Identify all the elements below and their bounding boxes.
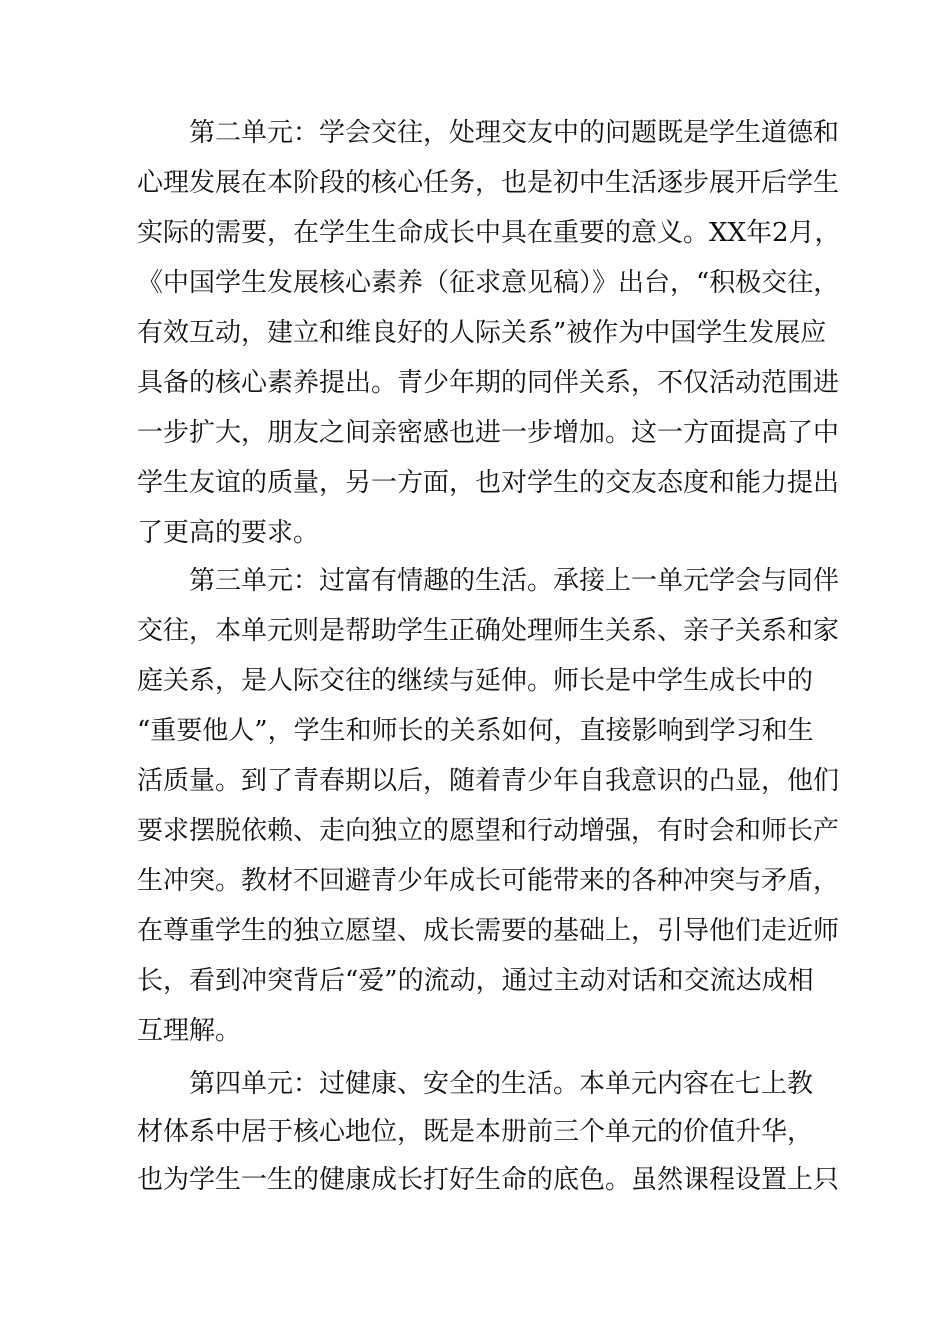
text-line: 交往，本单元则是帮助学生正确处理师生关系、亲子关系和家 <box>137 616 840 646</box>
text-line: 有效互动，建立和维良好的人际关系”被作为中国学生发展应 <box>137 318 827 348</box>
text-line: 第三单元：过富有情趣的生活。承接上一单元学会与同伴 <box>189 566 840 596</box>
text-line: 心理发展在本阶段的核心任务，也是初中生活逐步展开后学生 <box>137 168 840 198</box>
text-line: 《中国学生发展核心素养（征求意见稿）》出台，“积极交往， <box>137 268 840 298</box>
text-line: 学生友谊的质量，另一方面，也对学生的交友态度和能力提出 <box>137 468 840 498</box>
text-line: 了更高的要求。 <box>137 518 320 548</box>
text-line: 材体系中居于核心地位，既是本册前三个单元的价值升华， <box>137 1117 814 1147</box>
text-line: 互理解。 <box>137 1016 242 1046</box>
text-line: 生冲突。教材不回避青少年成长可能带来的各种冲突与矛盾， <box>137 866 840 896</box>
text-line: “重要他人”，学生和师长的关系如何，直接影响到学习和生 <box>137 716 814 746</box>
text-line: 也为学生一生的健康成长打好生命的底色。虽然课程设置上只 <box>137 1165 840 1195</box>
text-line: 要求摆脱依赖、走向独立的愿望和行动增强，有时会和师长产 <box>137 816 840 846</box>
text-line: 一步扩大，朋友之间亲密感也进一步增加。这一方面提高了中 <box>137 418 840 448</box>
text-line: 在尊重学生的独立愿望、成长需要的基础上，引导他们走近师 <box>137 916 840 946</box>
text-line: 长，看到冲突背后“爱”的流动，通过主动对话和交流达成相 <box>137 966 814 996</box>
text-line: 第二单元：学会交往，处理交友中的问题既是学生道德和 <box>189 118 840 148</box>
text-line: 具备的核心素养提出。青少年期的同伴关系，不仅活动范围进 <box>137 368 840 398</box>
text-line: 第四单元：过健康、安全的生活。本单元内容在七上教 <box>189 1069 814 1099</box>
text-line: 活质量。到了青春期以后，随着青少年自我意识的凸显，他们 <box>137 766 840 796</box>
text-line: 实际的需要，在学生生命成长中具在重要的意义。XX年2月， <box>137 218 841 248</box>
text-line: 庭关系，是人际交往的继续与延伸。师长是中学生成长中的 <box>137 666 814 696</box>
